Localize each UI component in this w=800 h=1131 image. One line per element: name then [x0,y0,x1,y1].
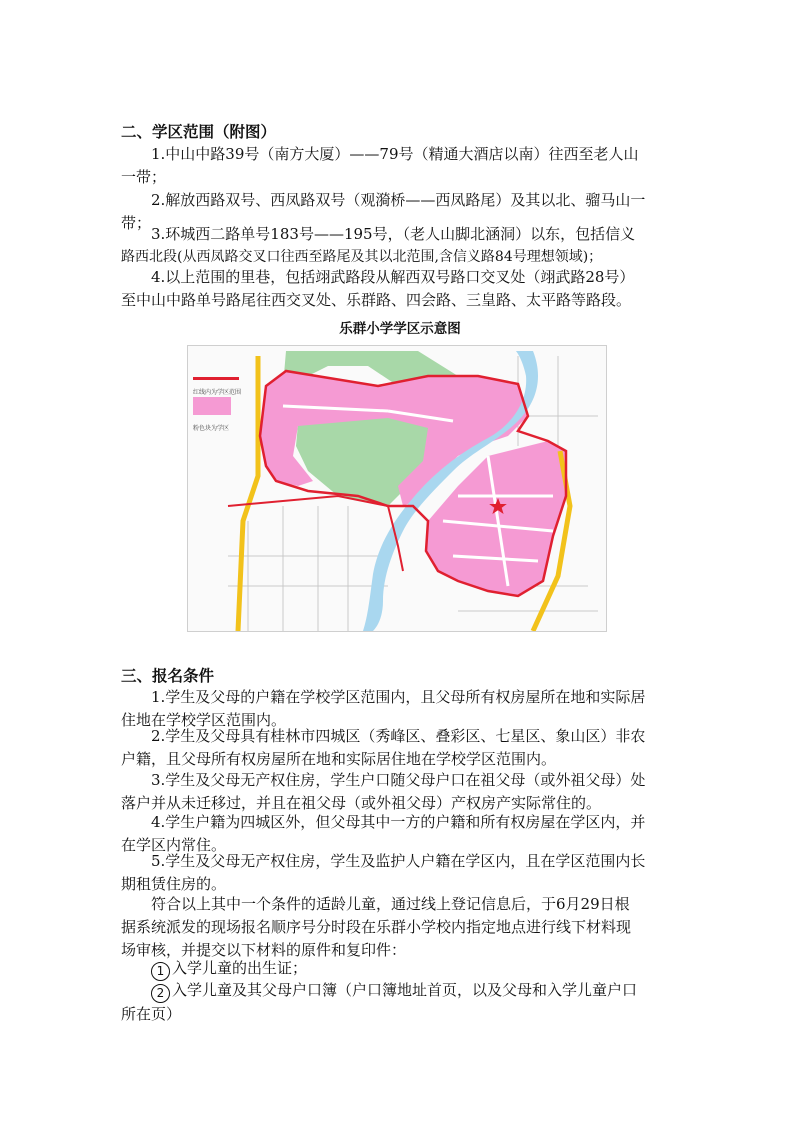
req-item-3-line1: 3.学生及父母无产权住房，学生户口随父母户口在祖父母（或外祖父母）处 [151,771,646,789]
scope-item-1-line1: 1.中山中路39号（南方大厦）——79号（精通大酒店以南）往西至老人山 [151,145,639,163]
legend-boundary-label: 红线内为学区范围 [193,389,242,396]
req-item-4-line1: 4.学生户籍为四城区外，但父母其中一方的户籍和所有权房屋在学区内，并 [151,813,646,831]
scope-item-4-line1: 4.以上范围的里巷，包括翊武路段从解西双号路口交叉处（翊武路28号） [151,268,635,286]
paragraph-line2: 据系统派发的现场报名顺序号分时段在乐群小学校内指定地点进行线下材料现 [121,918,632,937]
scope-item-2-line1: 2.解放西路双号、西凤路双号（观漪桥——西凤路尾）及其以北、骝马山一 [151,191,646,209]
scope-item-4 [121,266,681,312]
scope-item-3 [121,223,681,269]
map-title: 乐群小学学区示意图 [339,321,461,337]
doc-item-2-line2: 所在页） [121,1005,182,1023]
requirements-paragraph [121,893,681,963]
legend-area-label: 粉色块为学区 [193,425,230,432]
doc-item-1-line1: 入学儿童的出生证； [172,959,308,977]
map-legend [193,377,253,457]
scope-item-1-line2: 一带； [121,168,167,187]
legend-area-swatch [193,397,231,415]
circled-number-2: 2 [151,984,170,1003]
scope-item-4-line2: 至中山中路单号路尾往西交叉处、乐群路、四会路、三皇路、太平路等路段。 [121,291,632,310]
req-item-1-line2: 住地在学校学区范围内。 [121,711,287,730]
req-item-2-line1: 2.学生及父母具有桂林市四城区（秀峰区、叠彩区、七星区、象山区）非农 [151,727,646,745]
scope-item-3-line2: 路西北段(从西凤路交叉口往西至路尾及其以北范围,含信义路84号理想领域)； [121,249,603,266]
req-item-2 [121,725,681,771]
req-item-3-line2: 落户并从未迁移过，并且在祖父母（或外祖父母）产权房产实际常住的。 [121,794,602,813]
scope-item-3-line1: 3.环城西二路单号183号——195号，（老人山脚北涵洞）以东，包括信义 [151,225,636,243]
req-item-5-line2: 期租赁住房的。 [121,875,227,894]
paragraph-line1: 符合以上其中一个条件的适龄儿童，通过线上登记信息后，于6月29日根 [151,895,630,913]
req-item-3 [121,769,681,815]
circled-number-1: 1 [151,962,170,981]
req-item-5-line1: 5.学生及父母无产权住房，学生及监护人户籍在学区内，且在学区范围内长 [151,852,646,870]
req-item-2-line2: 户籍，且父母所有权房屋所在地和实际居住地在学校学区范围内。 [121,750,557,769]
legend-boundary-swatch [193,377,239,380]
doc-item-1 [121,957,681,981]
doc-item-2-line1: 入学儿童及其父母户口簿（户口簿地址首页，以及父母和入学儿童户口 [172,981,638,999]
section-heading-requirements: 三、报名条件 [121,667,215,685]
scope-item-2-line2: 带； [121,214,152,233]
req-item-4-line2: 在学区内常住。 [121,836,227,855]
req-item-1-line1: 1.学生及父母的户籍在学校学区范围内，且父母所有权房屋所在地和实际居 [151,688,646,706]
scope-item-1 [121,143,681,189]
section-heading-scope: 二、学区范围（附图） [121,123,277,141]
req-item-5 [121,850,681,896]
doc-item-2 [121,979,681,1026]
paragraph-line3: 场审核，并提交以下材料的原件和复印件： [121,941,407,960]
